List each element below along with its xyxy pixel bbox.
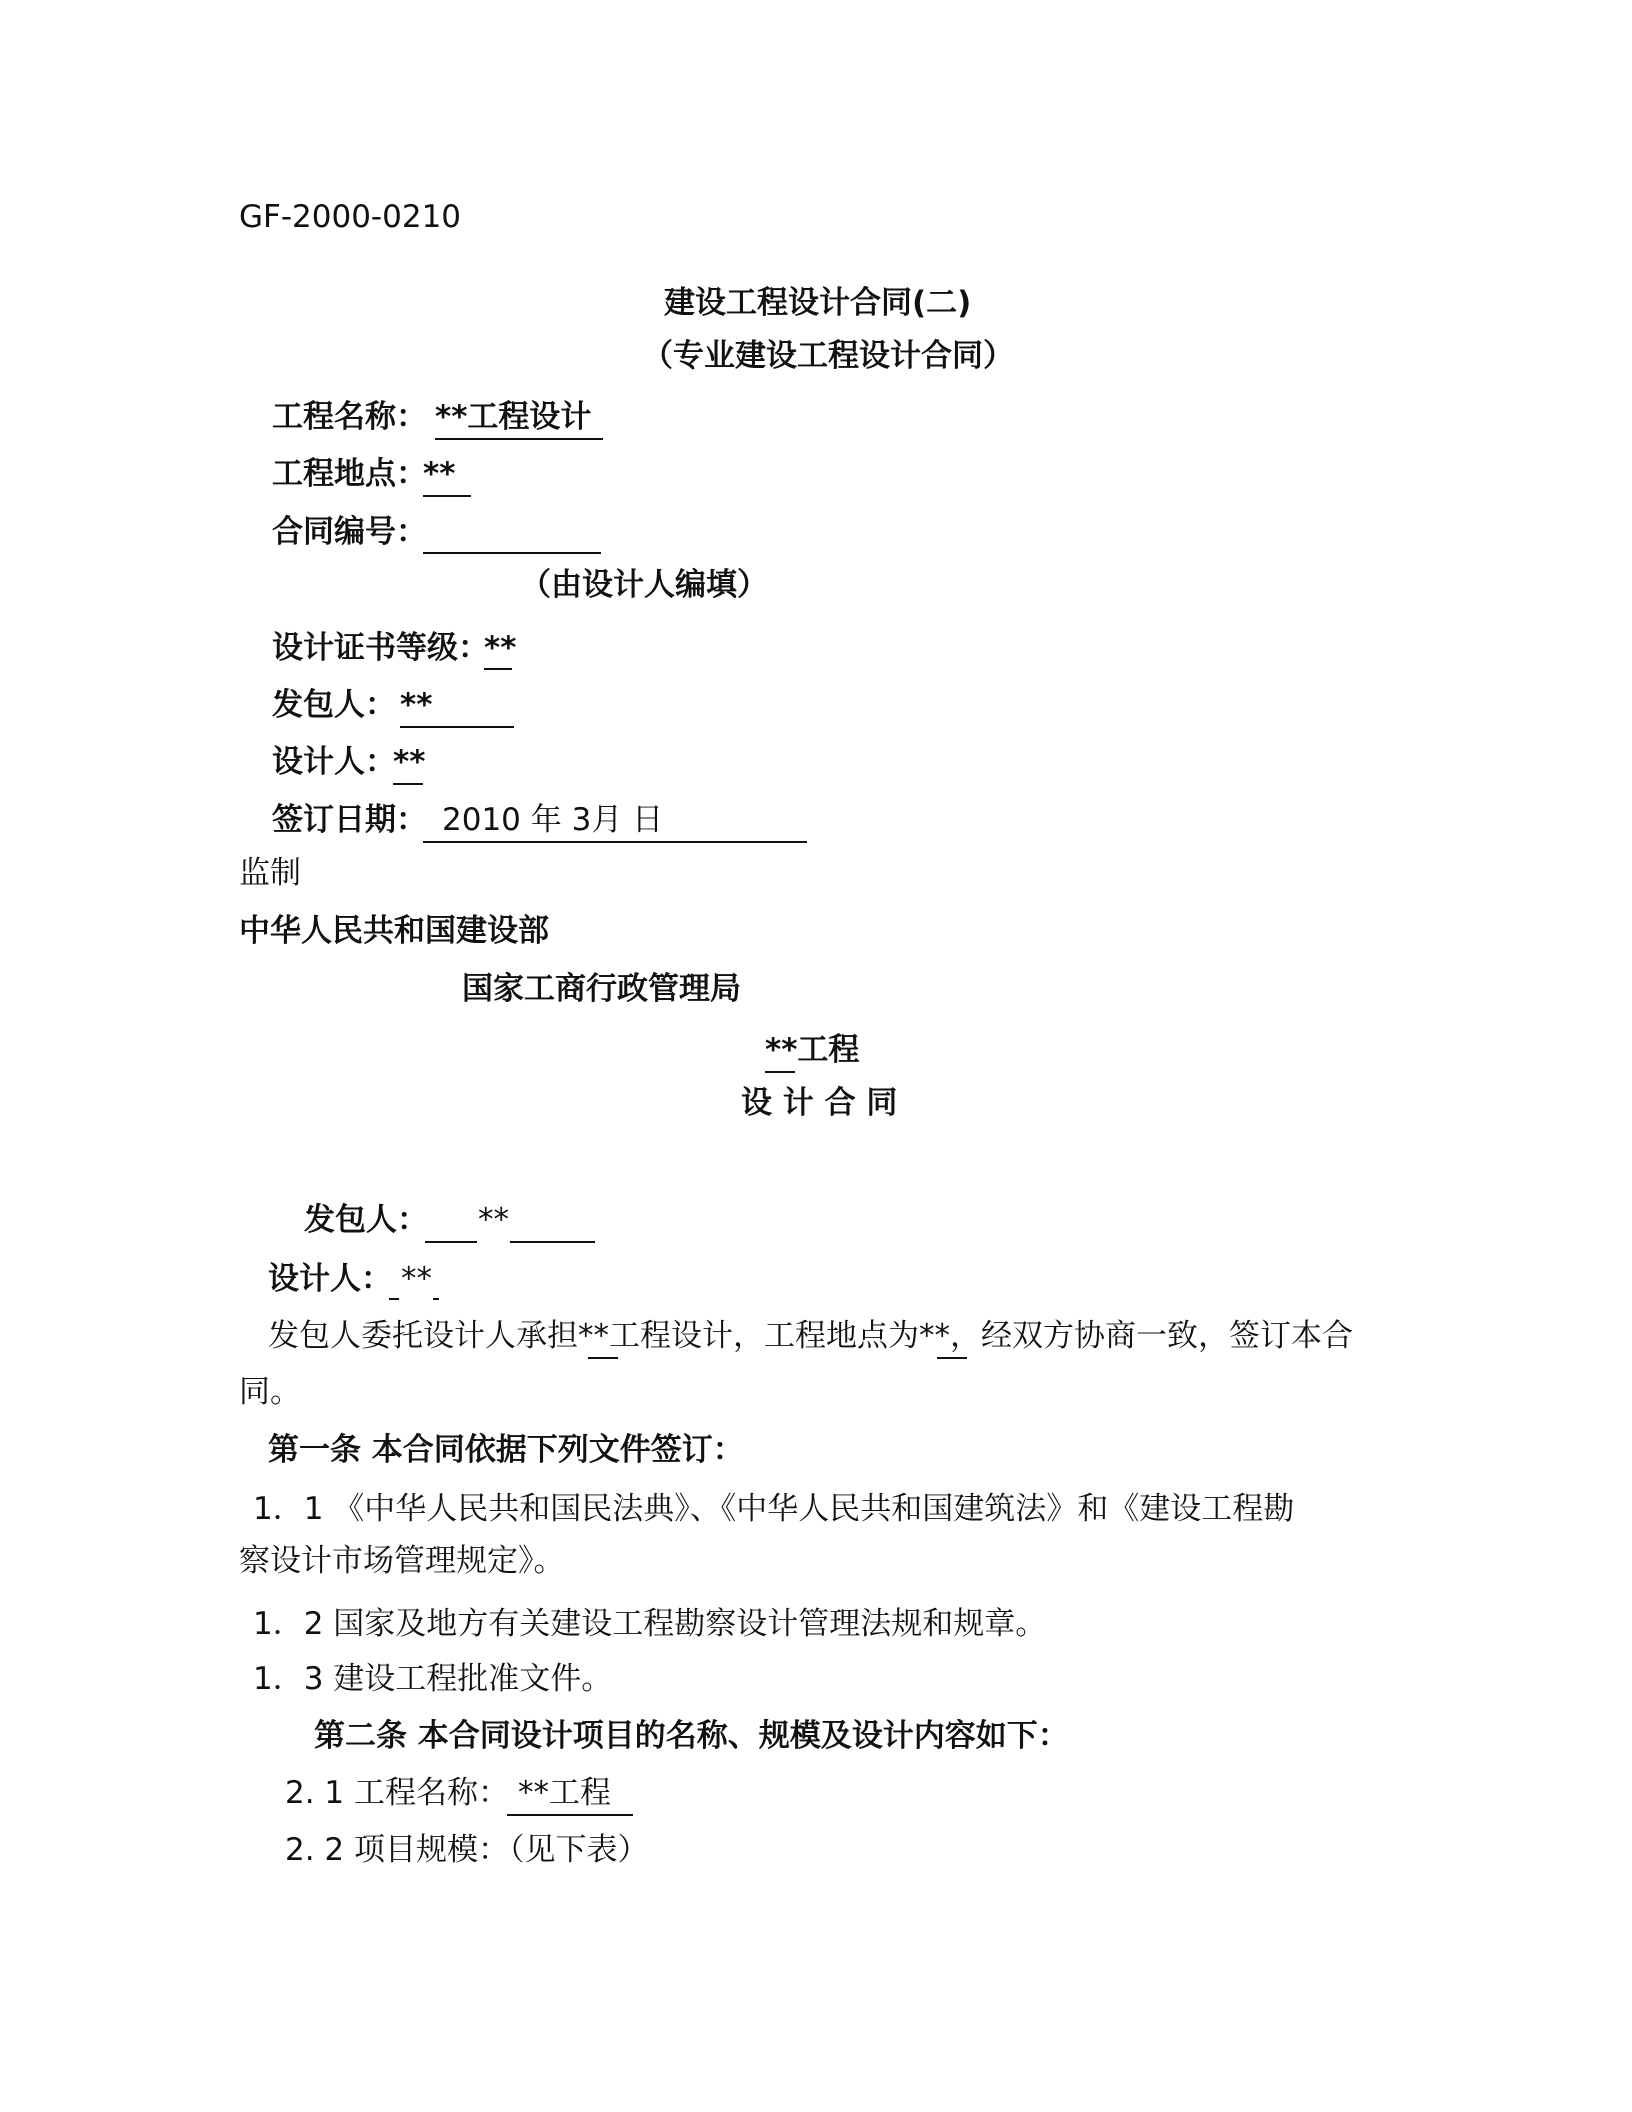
project-name-underline (435, 438, 603, 440)
intro-paragraph-line2: 同。 (239, 1374, 301, 1410)
sign-date-underline (423, 841, 807, 843)
item-2-1-underline (507, 1814, 633, 1816)
cover-subtitle: （专业建设工程设计合同） (642, 338, 1014, 374)
intro-location-underline (937, 1357, 967, 1359)
document-code: GF-2000-0210 (239, 199, 462, 235)
sign-date-value: 2010 年 3月 日 (442, 802, 664, 838)
project-location-underline (423, 495, 471, 497)
article-1-heading: 第一条 本合同依据下列文件签订： (268, 1432, 744, 1468)
contract-number-underline (423, 552, 601, 554)
designer-underline (393, 783, 423, 785)
item-1-1-line2: 察设计市场管理规定》。 (239, 1543, 565, 1579)
project-title: **工程 (765, 1032, 860, 1068)
employer-underline (400, 726, 514, 728)
sign-date-label: 签订日期： (272, 802, 427, 838)
contract-title: 设 计 合 同 (741, 1085, 898, 1121)
contract-designer-label: 设计人： (268, 1261, 392, 1297)
contract-number-label: 合同编号： (272, 514, 427, 550)
intro-paragraph-line1: 发包人委托设计人承担**工程设计，工程地点为**，经双方协商一致，签订本合 (268, 1318, 1353, 1354)
project-location-label: 工程地点： (272, 456, 427, 492)
item-2-1-label: 2. 1 工程名称： (285, 1775, 510, 1811)
contract-employer-underline-right (510, 1241, 595, 1243)
contract-designer-underline-right (433, 1298, 439, 1300)
contract-designer-value: ** (401, 1261, 432, 1297)
intro-project-underline (588, 1357, 618, 1359)
item-1-2: 1．2 国家及地方有关建设工程勘察设计管理法规和规章。 (253, 1606, 1047, 1642)
supervise-label: 监制 (239, 855, 301, 891)
cert-level-value: ** (484, 630, 517, 666)
project-name-label: 工程名称： (272, 399, 427, 435)
contract-employer-value: ** (478, 1202, 509, 1238)
employer-value: ** (400, 687, 433, 723)
contract-designer-underline-left (389, 1298, 399, 1300)
designer-value: ** (393, 744, 426, 780)
project-title-underline (765, 1071, 795, 1073)
item-2-2: 2. 2 项目规模：（见下表） (285, 1832, 649, 1868)
cert-level-label: 设计证书等级： (272, 630, 489, 666)
contract-employer-underline-left (425, 1241, 477, 1243)
item-1-1-line1: 1．1 《中华人民共和国民法典》、《中华人民共和国建筑法》和《建设工程勘 (253, 1491, 1295, 1527)
cert-level-underline (484, 668, 512, 670)
ministry-name: 中华人民共和国建设部 (239, 913, 549, 949)
employer-label: 发包人： (272, 687, 396, 723)
cover-title: 建设工程设计合同(二) (664, 285, 972, 321)
designer-label: 设计人： (272, 744, 396, 780)
project-name-value: **工程设计 (435, 399, 592, 435)
contract-employer-label: 发包人： (304, 1202, 428, 1238)
project-location-value: ** (423, 456, 456, 492)
item-2-1-value: **工程 (518, 1775, 611, 1811)
contract-number-note: （由设计人编填） (520, 567, 768, 603)
item-1-3: 1．3 建设工程批准文件。 (253, 1661, 613, 1697)
article-2-heading: 第二条 本合同设计项目的名称、规模及设计内容如下： (314, 1718, 1069, 1754)
bureau-name: 国家工商行政管理局 (462, 971, 741, 1007)
